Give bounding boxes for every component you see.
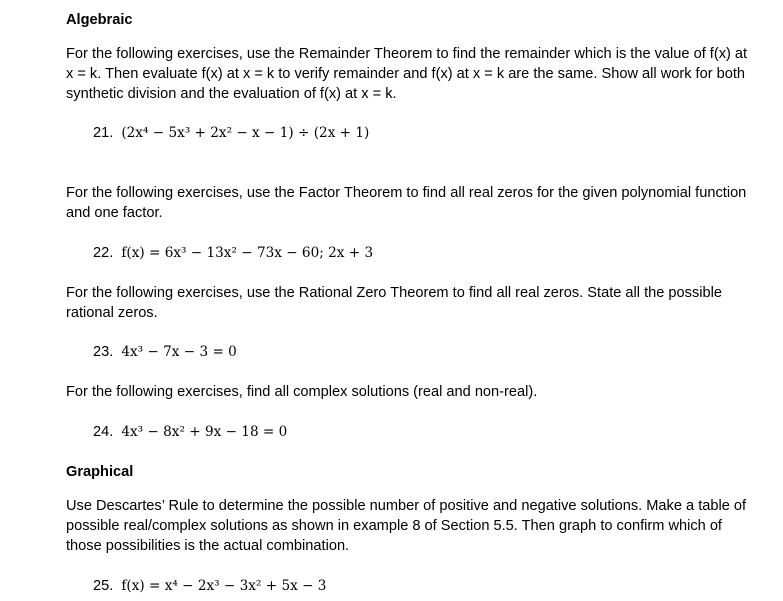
- instruction-line: x = k. Then evaluate f(x) at x = k to verify remainder and f(x) at x = k are the same. Show all work for both: [66, 66, 746, 82]
- exercise-number: 21.: [93, 125, 114, 141]
- instruction-line: possible real/complex solutions as shown in example 8 of Section 5.5. Then graph to confirm which of: [66, 518, 722, 534]
- instruction-line: For the following exercises, use the Rational Zero Theorem to find all real zeros. State all the possible: [66, 285, 722, 301]
- instruction-line: and one factor.: [66, 205, 163, 221]
- exercise-24: [93, 422, 287, 442]
- exercise-23: [93, 342, 237, 362]
- graphical-heading: Graphical: [66, 464, 134, 480]
- instruction-line: synthetic division and the evaluation of f(x) at x = k.: [66, 86, 397, 102]
- exercise-number: 23.: [93, 344, 114, 360]
- exercise-number: 22.: [93, 245, 114, 261]
- instruction-line: For the following exercises, find all complex solutions (real and non-real).: [66, 384, 538, 400]
- exercise-expression: (2x⁴ − 5x³ + 2x² − x − 1) ÷ (2x + 1): [121, 125, 370, 141]
- factor-theorem-instructions: [66, 183, 772, 223]
- remainder-theorem-instructions: [66, 44, 772, 104]
- exercise-number: 25.: [93, 578, 114, 594]
- instruction-line: those possibilities is the actual combination.: [66, 538, 350, 554]
- exercise-expression: f(x) = 6x³ − 13x² − 73x − 60; 2x + 3: [121, 245, 374, 261]
- exercise-25: [93, 576, 326, 596]
- exercise-number: 24.: [93, 424, 114, 440]
- descartes-rule-instructions: [66, 496, 772, 556]
- exercise-expression: 4x³ − 7x − 3 = 0: [121, 344, 237, 360]
- algebraic-heading: Algebraic: [66, 12, 133, 28]
- exercise-21: [93, 123, 369, 143]
- exercise-22: [93, 243, 373, 263]
- instruction-line: rational zeros.: [66, 305, 158, 321]
- exercise-expression: f(x) = x⁴ − 2x³ − 3x² + 5x − 3: [121, 578, 327, 594]
- instruction-line: For the following exercises, use the Remainder Theorem to find the remainder which is the value of f(x) at: [66, 46, 748, 62]
- exercise-expression: 4x³ − 8x² + 9x − 18 = 0: [121, 424, 288, 440]
- instruction-line: Use Descartes’ Rule to determine the possible number of positive and negative solutions. Make a table of: [66, 498, 747, 514]
- instruction-line: For the following exercises, use the Factor Theorem to find all real zeros for the given polynomial function: [66, 185, 747, 201]
- rational-zero-instructions: [66, 283, 772, 323]
- complex-solutions-instructions: [66, 382, 772, 402]
